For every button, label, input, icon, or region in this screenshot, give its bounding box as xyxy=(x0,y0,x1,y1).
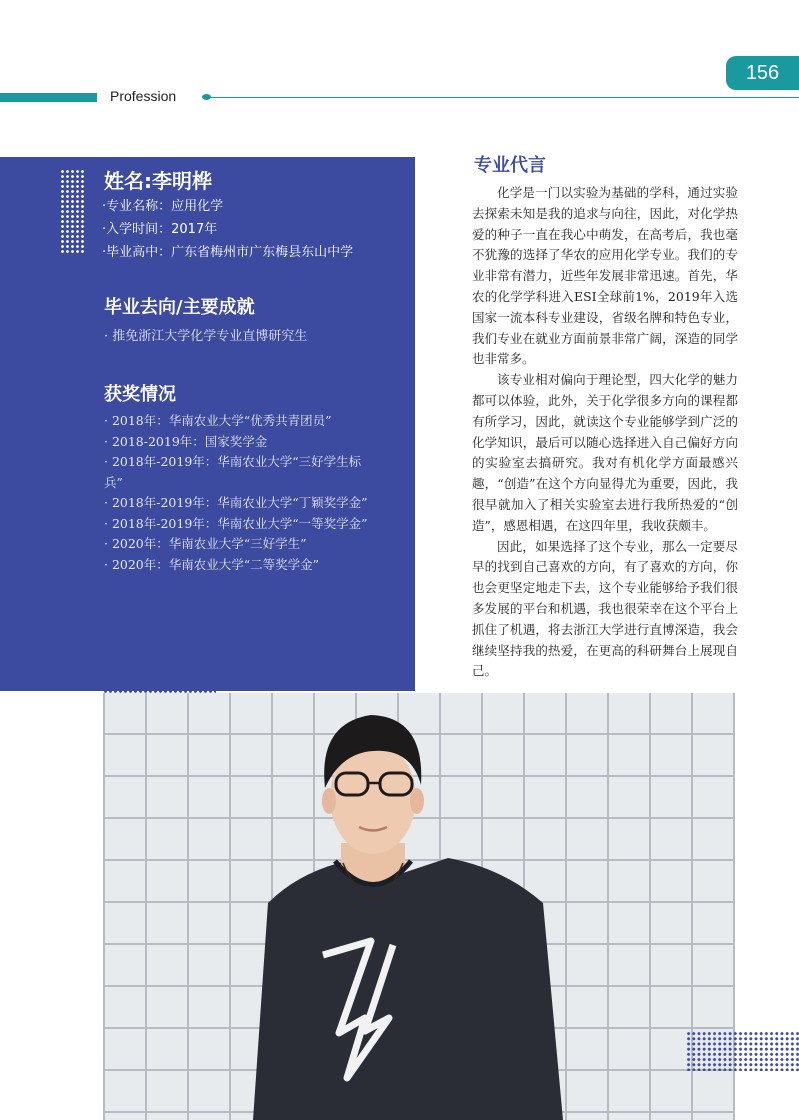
awards-title: 获奖情况 xyxy=(104,384,176,405)
award-item: · 2020年：华南农业大学“三好学生” xyxy=(104,536,307,551)
article-paragraph: 化学是一门以实验为基础的学科，通过实验去探索未知是我的追求与向往，因此，对化学热爱的种子一直在我心中萌发，在高考后，我也毫不犹豫的选择了华农的应用化学专业。我们的专业非常有潜力，近些年发展非常迅速。首先，华农的化学学科进入ESI全球前1%，2019年入选国家一流本科专业建设，省级名牌和特色专业，我们专业在就业方面前景非常广阔，深造的同学也非常多。 xyxy=(472,185,738,367)
high-school-info: ·毕业高中：广东省梅州市广东梅县东山中学 xyxy=(102,245,354,260)
page-number: 156 xyxy=(726,56,799,90)
award-item: · 2018年-2019年：华南农业大学“丁颖奖学金” xyxy=(104,495,368,510)
portrait-illustration xyxy=(103,693,735,1120)
enrollment-info: ·入学时间：2017年 xyxy=(102,222,218,237)
article-paragraph: 该专业相对偏向于理论型，四大化学的魅力都可以体验，此外，关于化学很多方向的课程都有所学习，因此，就读这个专业能够学到广泛的化学知识，最后可以随心选择进入自己偏好方向的实验室去搞研究。我对有机化学方面最感兴趣，“创造”在这个方向显得尤为重要，因此，我很早就加入了相关实验室去进行我所热爱的“创造”，感恩相遇，在这四年里，我收获颇丰。 xyxy=(472,372,738,533)
student-photo xyxy=(103,693,735,1120)
article-title: 专业代言 xyxy=(474,155,546,176)
destination-title: 毕业去向/主要成就 xyxy=(104,297,255,318)
award-item: · 2018年-2019年：华南农业大学“一等奖学金” xyxy=(104,515,368,531)
award-item: · 2018-2019年：国家奖学金 xyxy=(104,433,268,449)
section-label: Profession xyxy=(110,88,177,104)
student-name: 姓名:李明桦 xyxy=(104,169,212,193)
article-body xyxy=(472,183,738,682)
decorative-dot-block xyxy=(686,1031,799,1071)
award-item: · 2018年-2019年：华南农业大学“三好学生标兵” xyxy=(104,454,362,490)
profile-panel xyxy=(0,157,415,691)
award-item: · 2018年：华南农业大学“优秀共青团员” xyxy=(104,413,332,428)
decorative-dot-grid xyxy=(60,169,86,253)
header-rule xyxy=(210,97,799,98)
major-info: ·专业名称：应用化学 xyxy=(102,199,224,214)
awards-list xyxy=(104,411,369,575)
destination-text: · 推免浙江大学化学专业直博研究生 xyxy=(104,329,308,344)
award-item: · 2020年：华南农业大学“二等奖学金” xyxy=(104,556,320,572)
header-accent-bar xyxy=(0,93,97,102)
article-paragraph: 因此，如果选择了这个专业，那么一定要尽早的找到自己喜欢的方向，有了喜欢的方向，你也会更坚定地走下去，这个专业能够给予我们很多发展的平台和机遇，我也很荣幸在这个平台上抓住了机遇，将去浙江大学进行直博深造，我会继续坚持我的热爱，在更高的科研舞台上展现自己。 xyxy=(472,538,738,679)
